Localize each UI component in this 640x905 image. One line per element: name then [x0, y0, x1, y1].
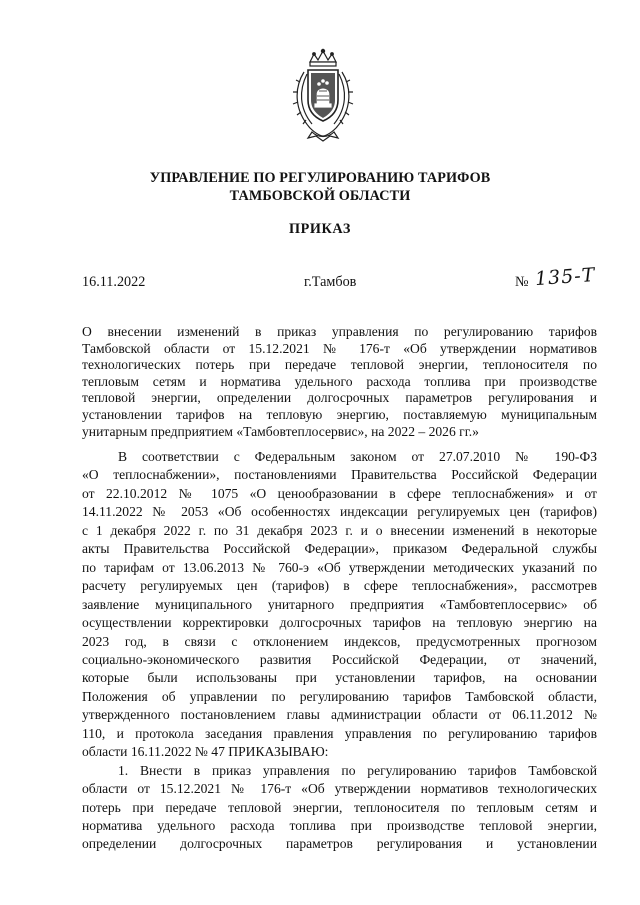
- org-name-line1: УПРАВЛЕНИЕ ПО РЕГУЛИРОВАНИЮ ТАРИФОВ: [149, 170, 491, 186]
- body-line: определении долгосрочных параметров регулирования и установлении: [82, 836, 597, 852]
- document-city: г.Тамбов: [304, 274, 357, 290]
- subject-line: технологических потерь при передаче тепловой энергии, теплоносителя по: [82, 357, 597, 373]
- document-date: 16.11.2022: [82, 274, 146, 290]
- subject-line: Тамбовской области от 15.12.2021 № 176-т «Об утверждении нормативов: [82, 340, 597, 356]
- org-name-line2: ТАМБОВСКОЙ ОБЛАСТИ: [229, 188, 411, 204]
- subject-line: О внесении изменений в приказ управления по регулированию тарифов: [82, 324, 597, 339]
- body-line: с 1 декабря 2022 г. по 31 декабря 2023 г. и о внесении изменений в некоторые: [82, 522, 597, 538]
- body-line: В соответствии с Федеральным законом от 27.07.2010 № 190-ФЗ: [118, 449, 597, 464]
- body-line: области от 15.12.2021 № 176-т «Об утверждении нормативов технологических: [82, 781, 597, 797]
- body-line: Положения об управлении по регулированию тарифов Тамбовской области,: [82, 688, 597, 704]
- body-line: от 22.10.2012 № 1075 «О ценообразовании в сфере теплоснабжения» и от: [82, 485, 597, 501]
- subject-line: унитарным предприятием «Тамбовтеплосервис», на 2022 – 2026 гг.»: [82, 423, 479, 439]
- body-line: потерь при передаче тепловой энергии, теплоносителя по тепловым сетям и: [82, 799, 597, 815]
- body-line: 14.11.2022 № 2053 «Об особенностях индексации регулируемых цен (тарифов): [82, 504, 597, 520]
- body-line: заявление муниципального унитарного предприятия «Тамбовтеплосервис» об: [82, 596, 597, 612]
- body-line: осуществлении корректировки долгосрочных тарифов на тепловую энергию на: [82, 615, 597, 631]
- body-line: акты Правительства Российской Федерации», приказом Федеральной службы: [82, 541, 597, 557]
- subject-line: тепловой энергии, определении долгосрочных параметров регулирования и: [82, 390, 597, 406]
- subject-line: тепловым сетям и норматива удельного расхода топлива при производстве: [82, 373, 597, 389]
- body-line: расчету регулируемых цен (тарифов) в сфере теплоснабжения», рассмотрев: [82, 578, 597, 594]
- body-line: 110, и протокола заседания правления управления по регулированию тарифов: [82, 725, 597, 741]
- body-line: 1. Внести в приказ управления по регулированию тарифов Тамбовской: [118, 762, 597, 778]
- body-line: социально-экономического развития Российской Федерации, от значений,: [82, 651, 597, 667]
- coat-of-arms-icon: [288, 48, 358, 142]
- body-line: 2023 год, в связи с отклонением индексов, предусмотренных прогнозом: [82, 633, 597, 649]
- document-type-title: ПРИКАЗ: [288, 221, 351, 237]
- subject-line: установлении тарифов на тепловую энергию, поставляемую муниципальным: [82, 407, 597, 422]
- document-number-handwritten: 135-Т: [534, 263, 597, 291]
- body-line: норматива удельного расхода топлива при производстве тепловой энергии,: [82, 818, 597, 833]
- body-line: по тарифам от 13.06.2013 № 760-э «Об утверждении методических указаний по: [82, 559, 597, 575]
- body-line: которые были использованы при установлении тарифов, на основании: [82, 670, 597, 686]
- body-line: области 16.11.2022 № 47 ПРИКАЗЫВАЮ:: [82, 744, 329, 760]
- body-line: «О теплоснабжении», постановлениями Правительства Российской Федерации: [82, 467, 597, 483]
- body-line: утвержденного постановлением главы администрации области от 06.11.2012 №: [82, 707, 597, 723]
- document-number-label: №: [515, 274, 529, 290]
